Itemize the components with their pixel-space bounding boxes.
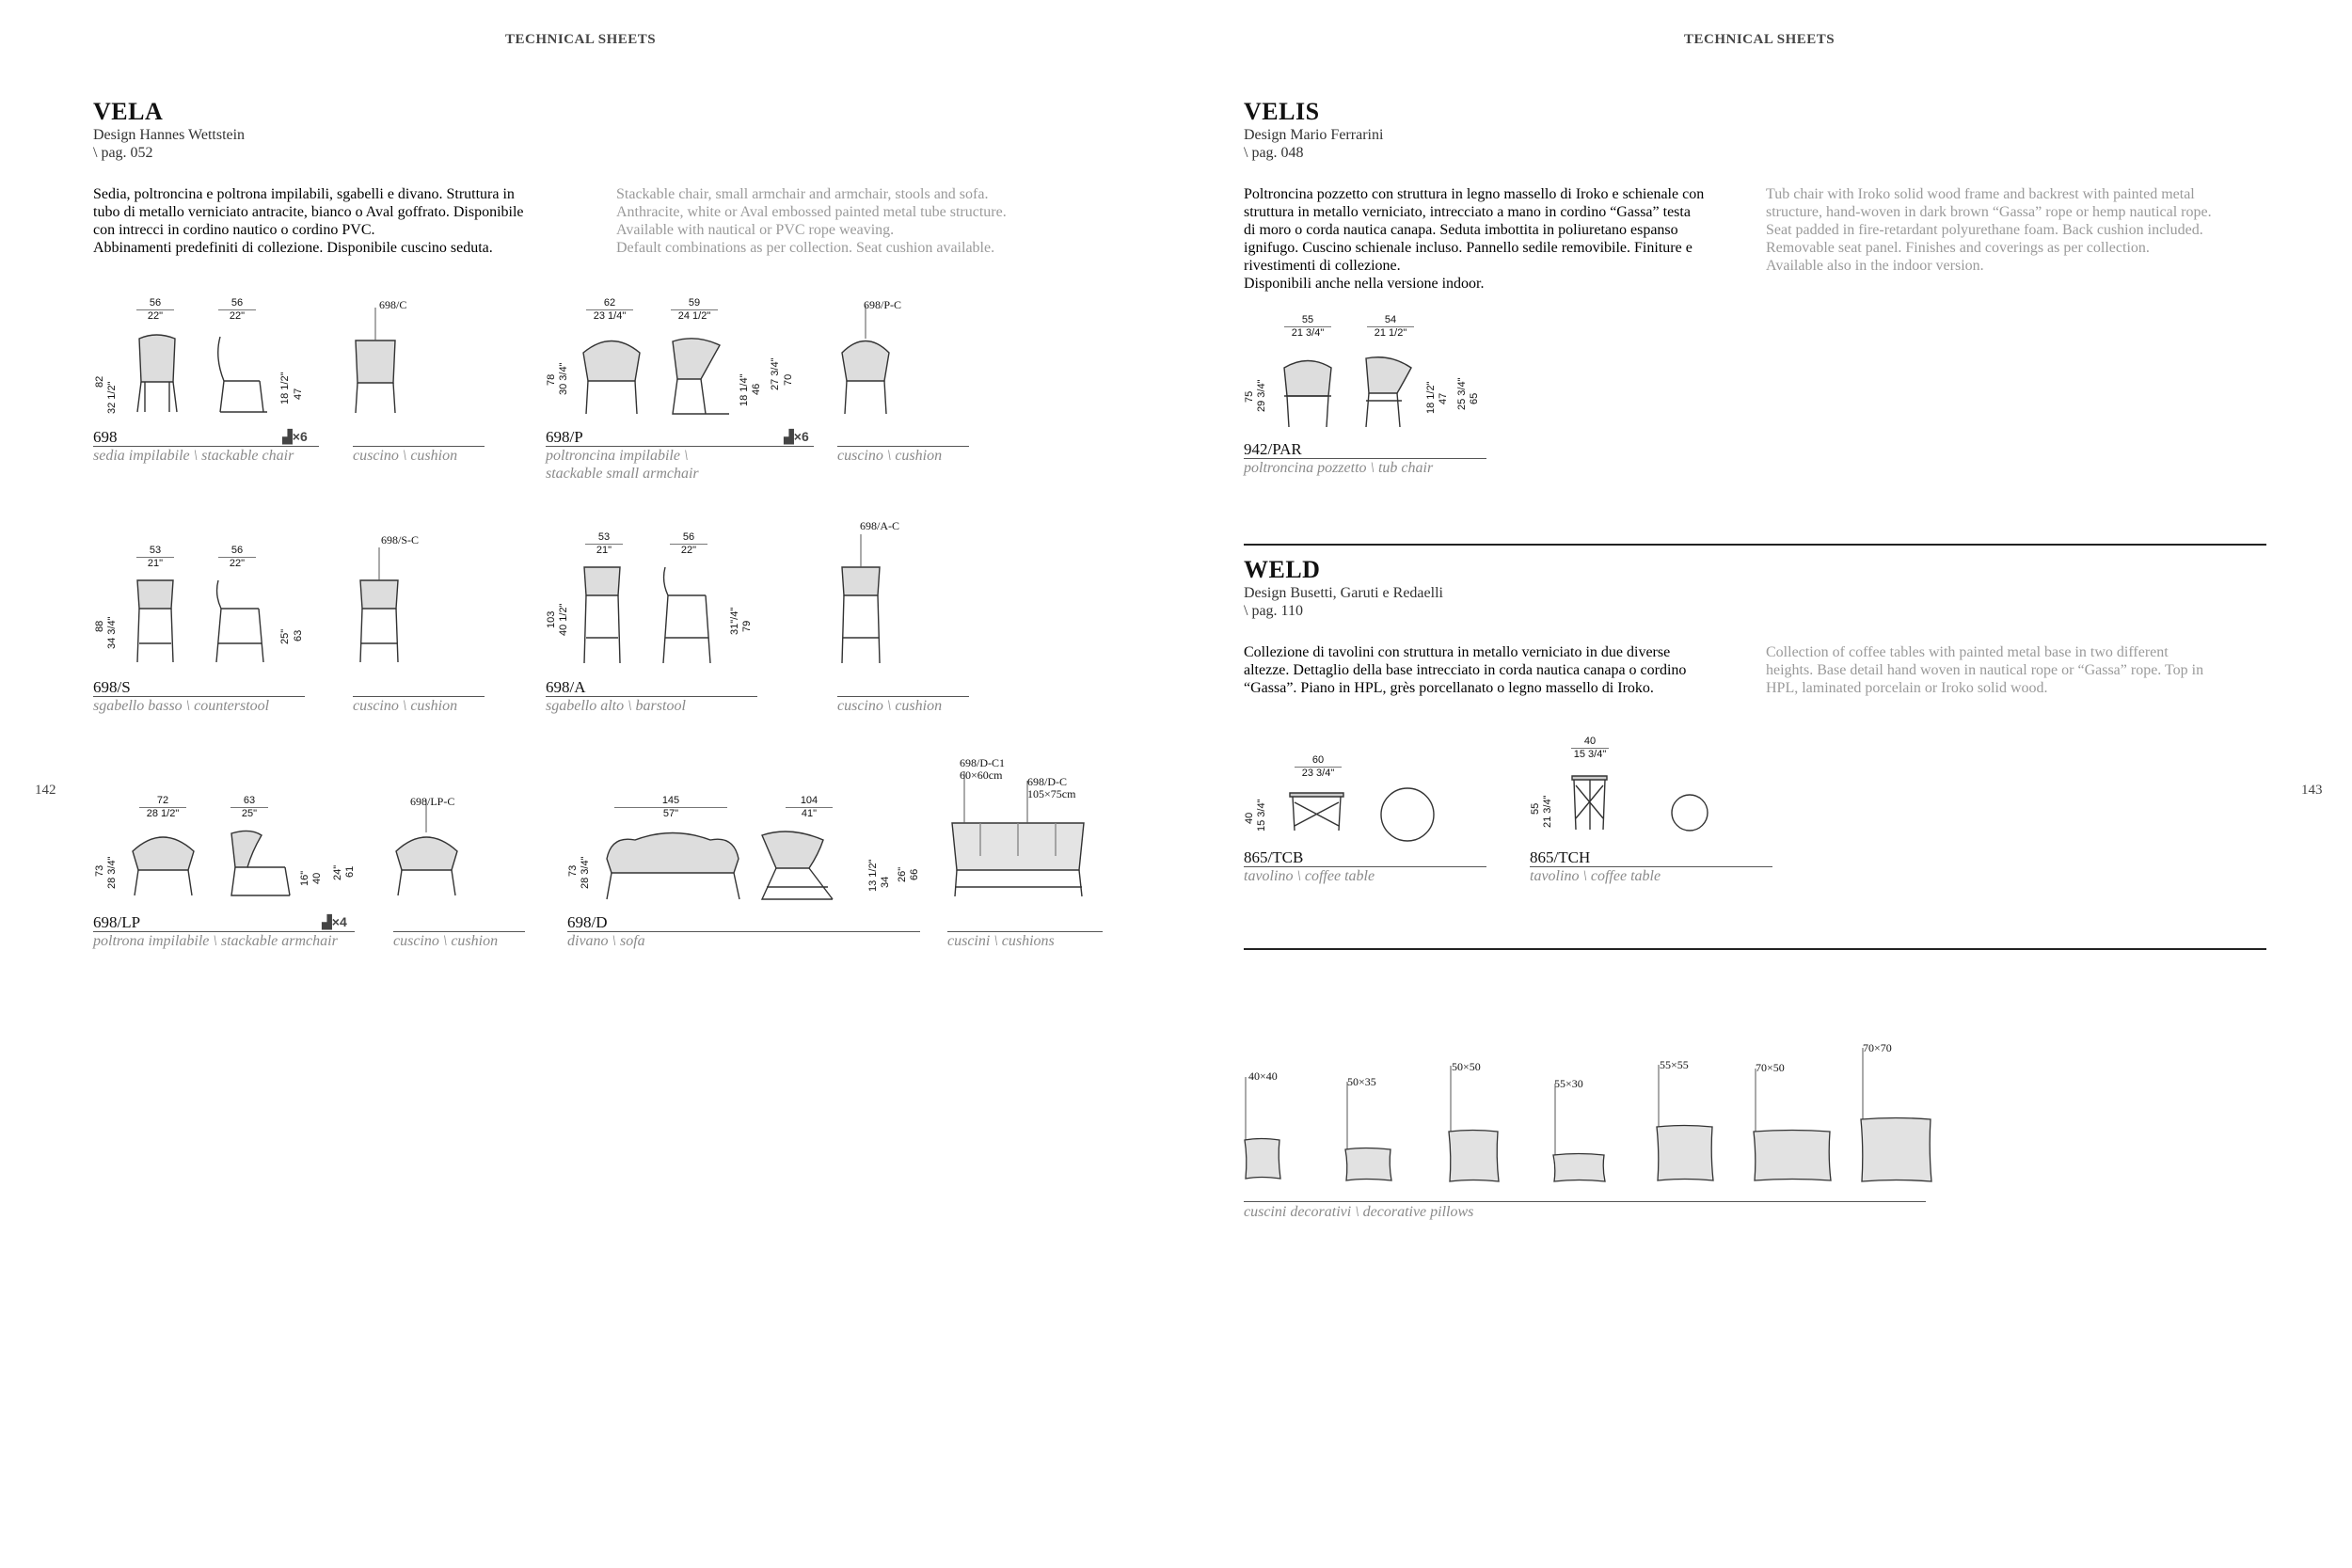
dim-value: 46: [751, 383, 762, 395]
dim-value: 62: [603, 297, 616, 309]
weld-desc-en-line: Collection of coffee tables with painted metal base in two different: [1766, 644, 2169, 660]
dim-value: 55: [1530, 802, 1541, 815]
dim-inch: 28 1/2": [146, 808, 180, 819]
dim-arm: [344, 866, 356, 878]
dim-seat: [751, 384, 762, 395]
dim-value: 70: [783, 373, 794, 386]
dim-inch: 41": [801, 808, 818, 819]
pillows-divider: [1244, 1201, 1926, 1202]
dim-width-front: [643, 795, 699, 819]
dim-line: [1367, 326, 1414, 327]
velis-section: [1244, 98, 1383, 162]
dim-value: 75: [1244, 390, 1255, 403]
dim-seat-inch: [729, 608, 740, 635]
sofa-698d-drawing: [602, 826, 894, 901]
dim-inch: 25": [241, 808, 258, 819]
dim-inch: 16": [299, 870, 310, 886]
item-code: 698/P: [546, 428, 583, 446]
dim-height-inch: [580, 857, 591, 890]
cushion-label: 698/A-C: [860, 519, 899, 532]
dim-width-front: [139, 795, 186, 819]
dim-height: [546, 611, 557, 628]
dim-value: 104: [800, 795, 818, 806]
item-caption: cuscino \ cushion: [393, 933, 499, 949]
dim-line: [786, 807, 833, 808]
dim-arm-inch: [1456, 378, 1468, 411]
dim-value: 56: [230, 297, 244, 309]
section-rule: [1244, 948, 2266, 950]
dim-value: 40: [1244, 812, 1255, 824]
item-caption: [546, 447, 699, 483]
velis-desc-en-line: structure, hand-woven in dark brown “Gassa” rope or hemp nautical rope.: [1766, 204, 2212, 220]
weld-desc-it-line: “Gassa”. Piano in HPL, grès porcellanato o legno massello di Iroko.: [1244, 680, 1654, 696]
dim-inch: 23 3/4": [1301, 768, 1335, 779]
dim-line: [136, 309, 174, 310]
stack-info: [784, 429, 809, 445]
page-number-right: 143: [2301, 783, 2323, 798]
dim-inch: 25 3/4": [1456, 377, 1468, 410]
dim-height: [546, 374, 557, 386]
dim-height-inch: [558, 363, 569, 396]
vela-desc-it-line: Sedia, poltroncina e poltrona impilabili, sgabelli e divano. Struttura in: [93, 186, 515, 202]
stack-count: ×6: [292, 429, 308, 444]
cushion-698c-drawing: [353, 336, 400, 416]
weld-desc-it-line: altezze. Dettaglio della base intrecciato in corda nautica canapa o cordino: [1244, 662, 1687, 678]
dim-height: [1244, 391, 1255, 403]
velis-desc-en-line: Removable seat panel. Finishes and coverings as per collection.: [1766, 240, 2150, 256]
vela-desc-it-line: tubo di metallo verniciato antracite, bianco o Aval goffrato. Disponibile: [93, 204, 524, 220]
dim-inch: 34 3/4": [106, 616, 118, 649]
dim-inch: 18 1/2": [279, 372, 291, 404]
pillow-size-label: 55×55: [1660, 1058, 1689, 1071]
dim-line: [136, 557, 174, 558]
item-caption: tavolino \ coffee table: [1244, 868, 1375, 884]
cushion-label: 698/S-C: [381, 533, 420, 546]
pillow-size-label: 50×35: [1347, 1075, 1376, 1088]
dim-width: [1295, 754, 1342, 779]
dim-arm: [909, 869, 920, 880]
stack-info: [322, 914, 347, 930]
dim-width: [1571, 736, 1609, 760]
dim-inch: 30 3/4": [558, 362, 569, 395]
dim-line: [585, 544, 623, 545]
velis-page-ref: \ pag. 048: [1244, 145, 1304, 161]
dim-width-side: [671, 297, 718, 322]
item-divider: [353, 446, 485, 447]
dim-value: 54: [1384, 314, 1397, 325]
dim-inch: 21": [596, 545, 612, 556]
velis-desc-it-line: struttura in metallo verniciato, intrecciato a mano in cordino “Gassa” testa: [1244, 204, 1691, 220]
pillow-size-label: 70×50: [1756, 1061, 1785, 1074]
weld-section: [1244, 556, 1443, 620]
item-caption: sedia impilabile \ stackable chair: [93, 448, 294, 464]
cushion-698pc-drawing: [837, 334, 894, 419]
dim-inch: 21 3/4": [1291, 327, 1325, 339]
dim-line: [1284, 326, 1331, 327]
cushion-label: 698/P-C: [864, 298, 902, 311]
velis-desc-en-line: Tub chair with Iroko solid wood frame and backrest with painted metal: [1766, 186, 2195, 202]
item-caption: sgabello alto \ barstool: [546, 698, 686, 714]
caption-line: stackable small armchair: [546, 466, 699, 482]
dim-inch: 26": [897, 866, 908, 882]
dim-width-front: [586, 297, 633, 322]
weld-desc-en-line: heights. Base detail hand woven in nautical rope or “Gassa” rope. Top in: [1766, 662, 2204, 678]
vela-desc-en-line: Available with nautical or PVC rope weaving.: [616, 222, 895, 238]
dim-width-front: [136, 545, 174, 569]
cushion-label-line: 698/D-C: [1027, 775, 1067, 788]
dim-height-inch: [1542, 796, 1553, 829]
dim-value: 53: [149, 545, 162, 556]
chair-698p-drawing: [579, 334, 748, 419]
dim-inch: 28 3/4": [580, 856, 591, 889]
dim-line: [671, 309, 718, 310]
header-left: TECHNICAL SHEETS: [505, 32, 657, 47]
dim-width-front: [136, 297, 174, 322]
dim-value: 72: [156, 795, 169, 806]
dim-inch: 21 1/2": [1374, 327, 1407, 339]
section-rule: [1244, 544, 2266, 546]
table-865tcb-drawing: [1287, 788, 1447, 835]
item-caption: sgabello basso \ counterstool: [93, 698, 270, 714]
dim-arm-inch: [332, 865, 343, 880]
dim-inch: 32 1/2": [106, 381, 118, 414]
dim-value: 47: [293, 388, 304, 400]
item-divider: [837, 446, 969, 447]
dim-height-inch: [106, 857, 118, 890]
dim-value: 78: [546, 373, 557, 386]
dim-inch: 24 1/2": [677, 310, 711, 322]
item-caption: cuscino \ cushion: [837, 448, 943, 464]
dim-height-inch: [106, 382, 118, 415]
dim-height-inch: [558, 604, 569, 637]
page-number-left: 142: [35, 783, 56, 798]
pillow-size-label: 50×50: [1452, 1060, 1481, 1073]
dim-inch: 40 1/2": [558, 603, 569, 636]
item-caption: poltrona impilabile \ stackable armchair: [93, 933, 338, 949]
dim-inch: 29 3/4": [1256, 379, 1267, 412]
sofa-cushions-drawing: [947, 804, 1089, 898]
item-code: 942/PAR: [1244, 440, 1302, 458]
weld-desc-en: [1766, 643, 2293, 697]
dim-inch: 31"/4": [729, 607, 740, 635]
item-caption: tavolino \ coffee table: [1530, 868, 1661, 884]
dim-seat: [293, 630, 304, 641]
stool-698s-drawing: [132, 576, 282, 665]
table-865tch-drawing: [1569, 771, 1720, 832]
cushion-698sc-drawing: [356, 576, 403, 665]
vela-title: VELA: [93, 98, 164, 125]
pillow-size-label: 40×40: [1248, 1069, 1278, 1083]
dim-inch: 28 3/4": [106, 856, 118, 889]
dim-line: [614, 807, 727, 808]
dim-width-front: [1284, 314, 1331, 339]
item-caption: cuscino \ cushion: [837, 698, 943, 714]
dim-value: 63: [243, 795, 256, 806]
dim-inch: 18 1/2": [1425, 381, 1437, 414]
dim-value: 47: [1438, 392, 1449, 404]
dim-inch: 21": [147, 558, 164, 569]
dim-inch: 25": [279, 628, 291, 644]
dim-value: 88: [94, 620, 105, 632]
cushion-label: [1027, 776, 1075, 800]
dim-value: 56: [230, 545, 244, 556]
item-divider: [393, 931, 525, 932]
pillow-size-label: 70×70: [1863, 1041, 1892, 1054]
item-divider: [947, 931, 1103, 932]
dim-height: [94, 621, 105, 632]
stack-count: ×6: [793, 429, 809, 444]
item-caption: cuscino \ cushion: [353, 448, 458, 464]
dim-line: [230, 807, 268, 808]
velis-desc-it: [1244, 185, 1771, 293]
dim-value: 103: [546, 610, 557, 628]
dim-line: [139, 807, 186, 808]
velis-desc-en-line: Available also in the indoor version.: [1766, 258, 1984, 274]
dim-value: 53: [597, 531, 611, 543]
item-code: 865/TCB: [1244, 848, 1304, 866]
caption-line: poltroncina impilabile \: [546, 448, 689, 464]
dim-value: 55: [1301, 314, 1314, 325]
dim-height-inch: [106, 617, 118, 650]
dim-width-front: [585, 531, 623, 556]
item-code: 698/S: [93, 678, 131, 696]
dim-width-side: [786, 795, 833, 819]
dim-value: 63: [293, 629, 304, 641]
dim-value: 61: [344, 865, 356, 878]
dim-inch: 22": [229, 558, 246, 569]
weld-desc-en-line: HPL, laminated porcelain or Iroko solid wood.: [1766, 680, 2048, 696]
dim-value: 73: [567, 864, 579, 877]
dim-inch: 22": [229, 310, 246, 322]
pillow-size-label: 55×30: [1554, 1077, 1583, 1090]
stack-info: [282, 429, 308, 445]
velis-desc-en: [1766, 185, 2293, 275]
dim-width-side: [230, 795, 268, 819]
dim-inch: 21 3/4": [1542, 795, 1553, 828]
item-caption: cuscino \ cushion: [353, 698, 458, 714]
dim-width-side: [218, 545, 256, 569]
item-code: 698: [93, 428, 118, 446]
vela-designer: Design Hannes Wettstein: [93, 127, 246, 143]
stack-icon: ▟: [322, 914, 332, 929]
weld-desc-it: [1244, 643, 1771, 697]
dim-seat: [1438, 393, 1449, 404]
velis-desc-it-line: rivestimenti di collezione.: [1244, 258, 1401, 274]
velis-desc-it-line: Disponibili anche nella versione indoor.: [1244, 276, 1485, 292]
dim-width-side: [670, 531, 707, 556]
dim-value: 82: [94, 375, 105, 388]
vela-desc-it-line: con intrecci in cordino nautico o cordino PVC.: [93, 222, 375, 238]
velis-desc-it-line: di moro o corda nautica canapa. Seduta imbottita in poliuretano espanso: [1244, 222, 1678, 238]
dim-line: [218, 309, 256, 310]
velis-desc-it-line: ignifugo. Cuscino schienale incluso. Pannello sedile removibile. Finiture e: [1244, 240, 1692, 256]
cushion-label: 698/C: [379, 298, 407, 311]
item-divider: [837, 696, 969, 697]
dim-value: 56: [149, 297, 162, 309]
vela-section: [93, 98, 245, 162]
dim-line: [1295, 767, 1342, 768]
velis-desc-en-line: Seat padded in fire-retardant polyurethane foam. Back cushion included.: [1766, 222, 2203, 238]
dim-value: 145: [661, 795, 680, 806]
dim-arm: [783, 374, 794, 386]
item-caption: divano \ sofa: [567, 933, 645, 949]
dim-line: [218, 557, 256, 558]
dim-value: 73: [94, 864, 105, 877]
dim-inch: 22": [680, 545, 697, 556]
item-caption: cuscini \ cushions: [947, 933, 1055, 949]
stool-698a-drawing: [579, 562, 729, 666]
cushion-label-line: 698/D-C1: [960, 756, 1005, 769]
vela-desc-en-line: Anthracite, white or Aval embossed painted metal tube structure.: [616, 204, 1007, 220]
stack-count: ×4: [331, 914, 347, 929]
dim-arm: [1469, 393, 1480, 404]
pillows-drawing: [1242, 1035, 1938, 1185]
item-code: 865/TCH: [1530, 848, 1591, 866]
dim-inch: 23 1/4": [593, 310, 627, 322]
dim-value: 60: [1311, 754, 1325, 766]
vela-page-ref: \ pag. 052: [93, 145, 153, 161]
dim-inch: 18 1/4": [739, 373, 750, 406]
dim-height-inch: [1256, 380, 1267, 413]
dim-inch: 57": [662, 808, 679, 819]
dim-arm-inch: [897, 867, 908, 882]
velis-title: VELIS: [1244, 98, 1320, 125]
dim-height: [94, 376, 105, 388]
velis-desc-it-line: Poltroncina pozzetto con struttura in legno massello di Iroko e schienale con: [1244, 186, 1705, 202]
dim-value: 59: [688, 297, 701, 309]
cushion-698ac-drawing: [837, 562, 884, 666]
vela-desc-en: [616, 185, 1143, 257]
dim-value: 40: [311, 872, 323, 884]
stack-icon: ▟: [282, 429, 293, 444]
weld-page-ref: \ pag. 110: [1244, 603, 1303, 619]
dim-height: [567, 865, 579, 877]
dim-value: 79: [741, 620, 753, 632]
dim-inch: 13 1/2": [867, 859, 879, 892]
pillows-caption: cuscini decorativi \ decorative pillows: [1244, 1204, 1474, 1220]
velis-designer: Design Mario Ferrarini: [1244, 127, 1384, 143]
dim-line: [586, 309, 633, 310]
dim-arm-inch: [770, 358, 781, 391]
dim-inch: 15 3/4": [1256, 799, 1267, 832]
weld-title: WELD: [1244, 556, 1321, 583]
chair-698-drawing: [130, 329, 327, 414]
weld-designer: Design Busetti, Garuti e Redaelli: [1244, 585, 1443, 601]
dim-value: 34: [880, 876, 891, 888]
dim-seat: [741, 621, 753, 632]
weld-desc-it-line: Collezione di tavolini con struttura in metallo verniciato in due diverse: [1244, 644, 1671, 660]
vela-desc-en-line: Default combinations as per collection. Seat cushion available.: [616, 240, 995, 256]
dim-value: 66: [909, 868, 920, 880]
header-right: TECHNICAL SHEETS: [1684, 32, 1836, 47]
item-code: 698/LP: [93, 913, 141, 931]
vela-desc-it: [93, 185, 620, 257]
item-caption: poltroncina pozzetto \ tub chair: [1244, 460, 1434, 476]
item-code: 698/D: [567, 913, 608, 931]
dim-value: 56: [682, 531, 695, 543]
cushion-label-line: 60×60cm: [960, 768, 1003, 782]
dim-inch: 24": [332, 864, 343, 880]
cushion-label-line: 105×75cm: [1027, 787, 1076, 800]
dim-inch: 15 3/4": [1573, 749, 1607, 760]
dim-width-side: [1367, 314, 1414, 339]
dim-line: [1571, 748, 1609, 749]
dim-height: [1244, 813, 1255, 824]
item-divider: [353, 696, 485, 697]
dim-height: [94, 865, 105, 877]
stack-icon: ▟: [784, 429, 794, 444]
dim-width-side: [218, 297, 256, 322]
cushion-label: [960, 757, 1005, 782]
dim-line: [670, 544, 707, 545]
dim-height: [1530, 803, 1541, 815]
dim-inch: 22": [147, 310, 164, 322]
vela-desc-en-line: Stackable chair, small armchair and armchair, stools and sofa.: [616, 186, 989, 202]
vela-desc-it-line: Abbinamenti predefiniti di collezione. Disponibile cuscino seduta.: [93, 240, 493, 256]
item-code: 698/A: [546, 678, 586, 696]
cushion-label: 698/LP-C: [410, 795, 455, 808]
dim-value: 65: [1469, 392, 1480, 404]
dim-inch: 27 3/4": [770, 357, 781, 390]
dim-value: 40: [1583, 736, 1597, 747]
dim-height-inch: [1256, 800, 1267, 832]
cushion-698lpc-drawing: [393, 828, 464, 898]
chair-942par-drawing: [1279, 354, 1430, 429]
armchair-698lp-drawing: [130, 828, 318, 898]
